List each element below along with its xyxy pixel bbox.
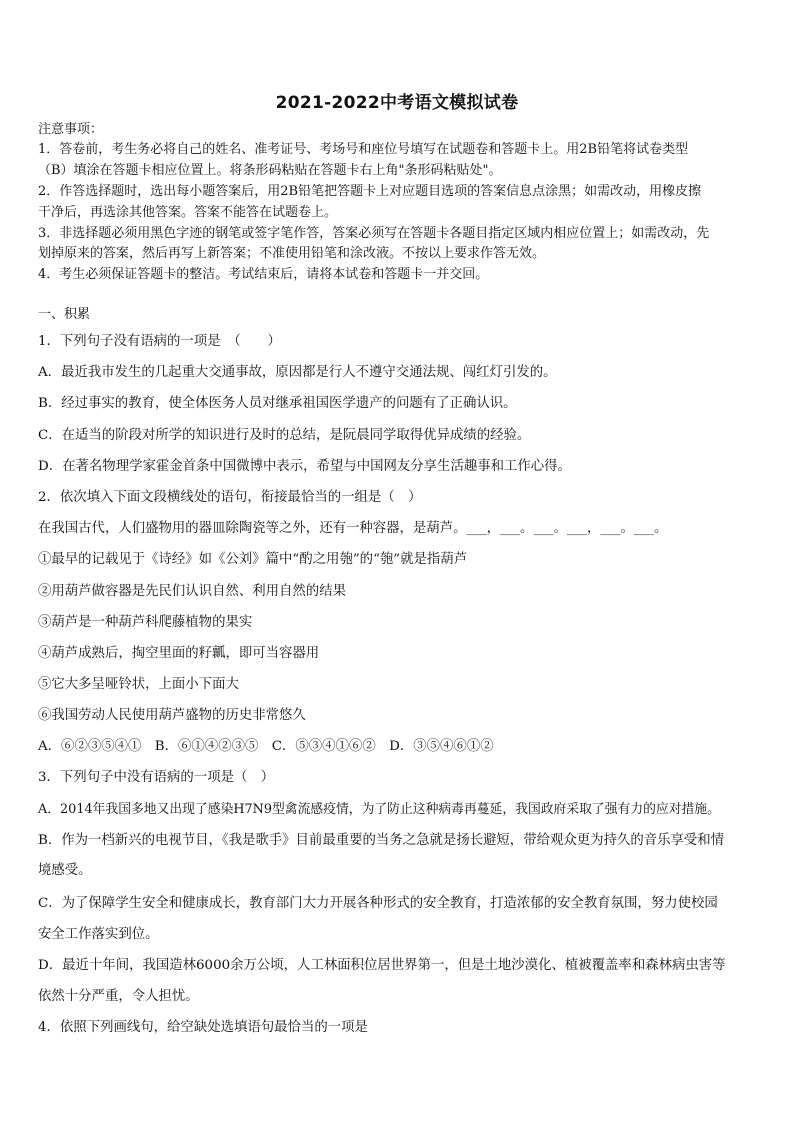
answer-option: C．在适当的阶段对所学的知识进行及时的总结，是阮晨同学取得优异成绩的经验。 xyxy=(38,428,531,443)
question-stem: 1．下列句子没有语病的一项是 （ ） xyxy=(38,334,281,349)
notice-line: （B）填涂在答题卡相应位置上。将条形码粘贴在答题卡右上角"条形码粘贴处"。 xyxy=(38,163,502,178)
sentence-item: ③葫芦是一种葫芦科爬藤植物的果实 xyxy=(38,615,253,630)
answer-option: C．为了保障学生安全和健康成长，教育部门大力开展各种形式的安全教育，打造浓郁的安全教育氛围，努力使校园 xyxy=(38,896,718,911)
notice-heading: 注意事项： xyxy=(38,122,104,137)
passage-text: 在我国古代，人们盛物用的器皿除陶瓷等之外，还有一种容器，是葫芦。___，___。___。___，___。___。 xyxy=(38,521,668,536)
answer-option: D．在著名物理学家霍金首条中国微博中表示，希望与中国网友分享生活趣事和工作心得。 xyxy=(38,459,571,474)
answer-option-continued: 安全工作落实到位。 xyxy=(38,927,159,942)
sentence-item: ⑥我国劳动人民使用葫芦盛物的历史非常悠久 xyxy=(38,708,306,723)
notice-line: 1．答卷前，考生务必将自己的姓名、准考证号、考场号和座位号填写在试题卷和答题卡上。用2B铅笔将试卷类型 xyxy=(38,142,689,157)
answer-option: B．作为一档新兴的电视节目，《我是歌手》目前最重要的当务之急就是扬长避短，带给观众更为持久的音乐享受和情 xyxy=(38,833,725,848)
sentence-item: ①最早的记载见于《诗经》如《公刘》篇中“酌之用匏”的“匏”就是指葫芦 xyxy=(38,552,468,567)
answer-option: A．最近我市发生的几起重大交通事故，原因都是行人不遵守交通法规、闯红灯引发的。 xyxy=(38,365,557,380)
answer-option-continued: 境感受。 xyxy=(38,863,92,878)
exam-title: 2021-2022中考语文模拟试卷 xyxy=(275,93,519,113)
notice-line: 3．非选择题必须用黑色字迹的钢笔或签字笔作答，答案必须写在答题卡各题目指定区域内相应位置上；如需改动，先 xyxy=(38,226,710,241)
answer-option: D．最近十年间，我国造林6000余万公顷，人工林面积位居世界第一，但是土地沙漠化、植被覆盖率和森林病虫害等 xyxy=(38,958,726,973)
notice-line: 划掉原来的答案，然后再写上新答案；不准使用铅笔和涂改液。不按以上要求作答无效。 xyxy=(38,246,546,261)
sentence-item: ②用葫芦做容器是先民们认识自然、利用自然的结果 xyxy=(38,584,346,599)
question-stem: 2．依次填入下面文段横线处的语句，衔接最恰当的一组是（ ） xyxy=(38,490,422,505)
answer-option: B．经过事实的教育，使全体医务人员对继承祖国医学遗产的问题有了正确认识。 xyxy=(38,396,517,411)
sentence-item: ④葫芦成熟后，掏空里面的籽瓤，即可当容器用 xyxy=(38,646,320,661)
sentence-item: ⑤它大多呈哑铃状，上面小下面大 xyxy=(38,677,239,692)
answer-option-continued: 依然十分严重，令人担忧。 xyxy=(38,989,199,1004)
answer-options: A．⑥②③⑤④① B．⑥①④②③⑤ C．⑤③④①⑥② D．③⑤④⑥①② xyxy=(38,739,494,754)
notice-line: 4．考生必须保证答题卡的整洁。考试结束后，请将本试卷和答题卡一并交回。 xyxy=(38,267,489,282)
question-stem: 4．依照下列画线句，给空缺处选填语句最恰当的一项是 xyxy=(38,1020,368,1035)
question-stem: 3．下列句子中没有语病的一项是（ ） xyxy=(38,770,275,785)
answer-option: A．2014年我国多地又出现了感染H7N9型禽流感疫情，为了防止这种病毒再蔓延，我国政府采取了强有力的应对措施。 xyxy=(38,802,720,817)
notice-line: 干净后，再选涂其他答案。答案不能答在试题卷上。 xyxy=(38,205,338,220)
notice-line: 2．作答选择题时，选出每小题答案后，用2B铅笔把答题卡上对应题目选项的答案信息点涂黑；如需改动，用橡皮擦 xyxy=(38,184,702,199)
section-heading: 一、积累 xyxy=(38,307,91,322)
